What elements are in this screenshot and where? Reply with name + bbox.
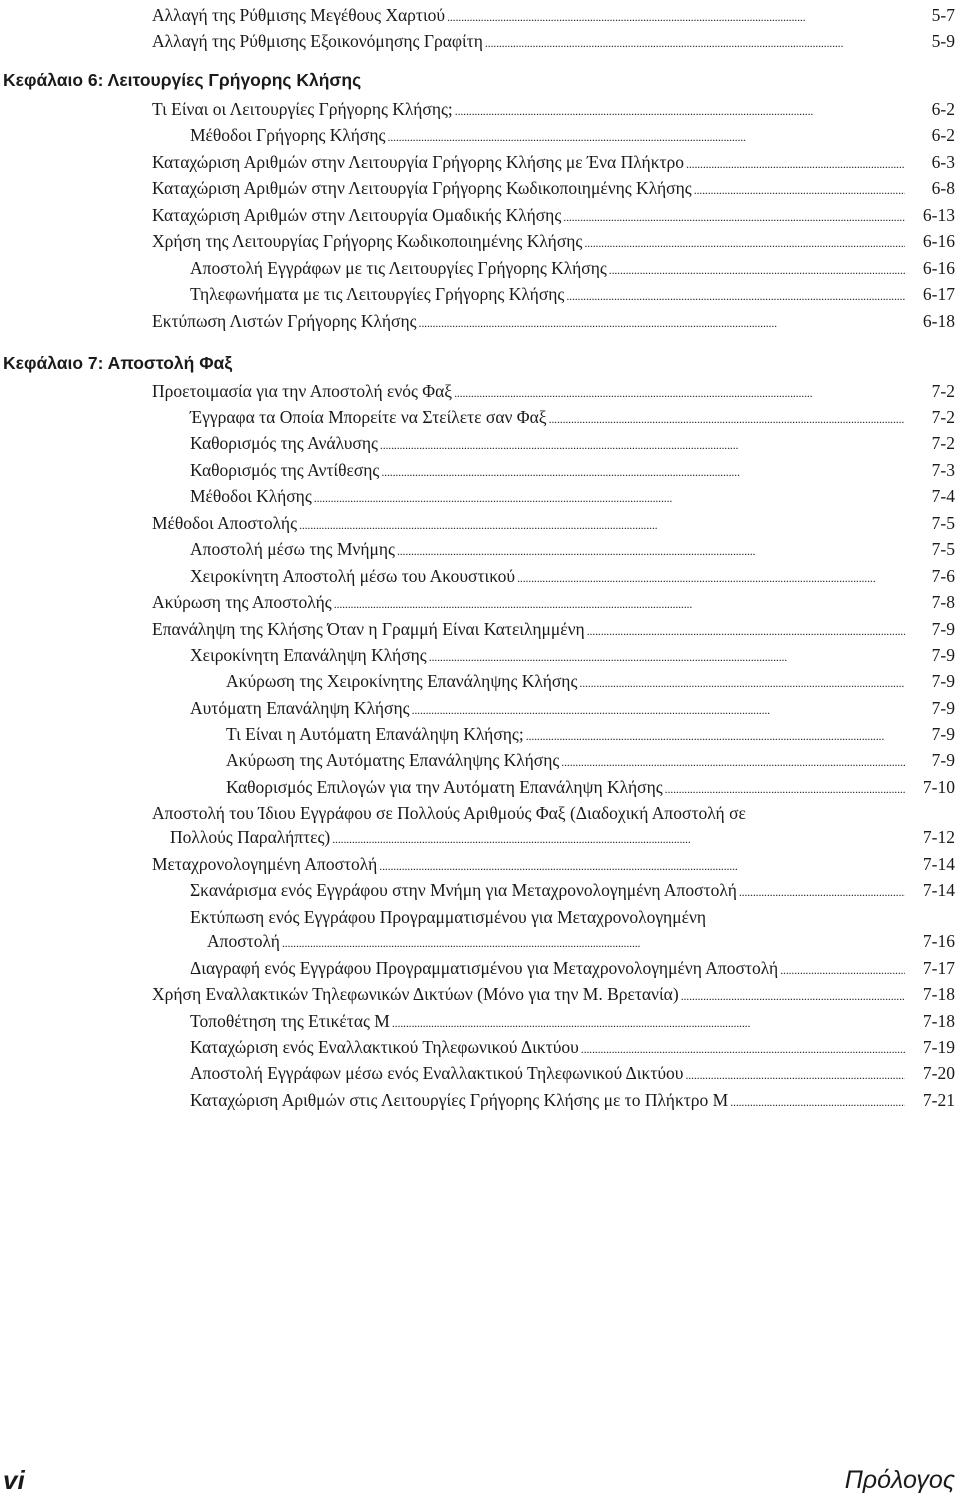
chapter-heading-7[interactable]: Κεφάλαιο 7: Αποστολή Φαξ	[3, 353, 233, 373]
toc-entry-page: 7-5	[931, 539, 955, 559]
toc-entry[interactable]	[190, 953, 955, 979]
toc-entry-page: 6-16	[922, 258, 955, 278]
toc-entry-title: Αποστολή μέσω της Μνήμης	[190, 539, 395, 559]
toc-entry-page: 7-2	[931, 381, 955, 401]
toc-entry-page: 6-2	[931, 125, 955, 145]
toc-leader-dots	[378, 436, 905, 454]
toc-entry[interactable]	[152, 0, 955, 26]
toc-entry-page: 7-9	[931, 671, 955, 691]
toc-leader-dots	[390, 1014, 905, 1032]
toc-entry-title: Καταχώριση Αριθμών στην Λειτουργία Ομαδικής Κλήσης	[152, 205, 562, 225]
toc-leader-dots	[452, 384, 905, 402]
toc-leader-dots	[607, 261, 905, 279]
toc-entry-page: 7-6	[931, 566, 955, 586]
toc-leader-dots	[427, 648, 905, 666]
toc-leader-dots	[582, 234, 905, 252]
toc-leader-dots	[561, 208, 905, 226]
toc-leader-dots	[684, 155, 905, 173]
toc-entry-page: 6-18	[922, 311, 955, 331]
toc-entry[interactable]	[190, 1085, 955, 1111]
toc-entry[interactable]	[170, 822, 955, 848]
toc-entry-page: 6-17	[922, 284, 955, 304]
toc-entry[interactable]	[226, 745, 955, 771]
toc-leader-dots	[737, 883, 905, 901]
toc-entry[interactable]	[190, 693, 955, 719]
toc-leader-dots	[663, 780, 905, 798]
toc-entry-page: 6-13	[922, 205, 955, 225]
toc-entry[interactable]	[190, 279, 955, 305]
toc-leader-dots	[280, 934, 905, 952]
toc-entry-title: Έγγραφα τα Οποία Μπορείτε να Στείλετε σαν Φαξ	[190, 407, 547, 427]
toc-entry[interactable]	[190, 1032, 955, 1058]
toc-entry-wrap[interactable]	[190, 902, 955, 928]
toc-entry-title: Διαγραφή ενός Εγγράφου Προγραμματισμένου για Μεταχρονολογημένη Αποστολή	[190, 958, 779, 978]
toc-entry-page: 7-2	[931, 407, 955, 427]
toc-leader-dots	[683, 1066, 905, 1084]
toc-entry-page: 7-18	[922, 984, 955, 1004]
toc-entry[interactable]	[152, 226, 955, 252]
toc-leader-dots	[585, 622, 905, 640]
toc-entry-title: Επανάληψη της Κλήσης Όταν η Γραμμή Είναι Κατειλημμένη	[152, 619, 585, 639]
toc-entry[interactable]	[152, 376, 955, 402]
toc-entry-page: 7-2	[931, 433, 955, 453]
toc-entry-title: Χρήση της Λειτουργίας Γρήγορης Κωδικοποιημένης Κλήσης	[152, 231, 583, 251]
toc-entry-page: 7-5	[931, 513, 955, 533]
toc-leader-dots	[559, 753, 905, 771]
toc-entry-title: Αποστολή Εγγράφων μέσω ενός Εναλλακτικού Τηλεφωνικού Δικτύου	[190, 1063, 684, 1083]
toc-entry-title: Ακύρωση της Αποστολής	[152, 592, 332, 612]
toc-entry-title: Σκανάρισμα ενός Εγγράφου στην Μνήμη για Μεταχρονολογημένη Αποστολή	[190, 880, 737, 900]
toc-entry-page: 7-10	[922, 777, 955, 797]
toc-entry-page: 6-16	[922, 231, 955, 251]
toc-leader-dots	[679, 987, 905, 1005]
toc-entry[interactable]	[152, 26, 955, 52]
toc-entry[interactable]	[190, 561, 955, 587]
toc-entry-page: 7-4	[931, 486, 955, 506]
toc-entry-title: Καταχώριση Αριθμών στην Λειτουργία Γρήγορης Κλήσης με Ένα Πλήκτρο	[152, 152, 685, 172]
toc-leader-dots	[453, 102, 905, 120]
toc-leader-dots	[547, 410, 905, 428]
toc-entry-title: Ακύρωση της Αυτόματης Επανάληψης Κλήσης	[226, 750, 560, 770]
toc-entry-title: Αλλαγή της Ρύθμισης Εξοικονόμησης Γραφίτη	[152, 31, 483, 51]
toc-leader-dots	[524, 727, 905, 745]
toc-entry-title: Χρήση Εναλλακτικών Τηλεφωνικών Δικτύων (Μόνο για την Μ. Βρετανία)	[152, 984, 679, 1004]
toc-entry-page: 7-16	[922, 931, 955, 951]
toc-entry-title: Πολλούς Παραλήπτες)	[170, 827, 331, 847]
toc-entry-page: 7-9	[931, 619, 955, 639]
toc-leader-dots	[330, 830, 905, 848]
toc-entry-title: Μέθοδοι Γρήγορης Κλήσης	[190, 125, 386, 145]
toc-entry[interactable]	[207, 926, 955, 952]
toc-entry-page: 7-18	[922, 1011, 955, 1031]
toc-entry-page: 7-12	[922, 827, 955, 847]
toc-entry-title: Μέθοδοι Κλήσης	[190, 486, 312, 506]
toc-entry[interactable]	[152, 200, 955, 226]
section-title: Πρόλογος	[844, 1466, 955, 1494]
toc-entry-title: Τοποθέτηση της Ετικέτας Μ	[190, 1011, 390, 1031]
toc-entry-title: Καταχώριση Αριθμών στην Λειτουργία Γρήγορης Κωδικοποιημένης Κλήσης	[152, 178, 692, 198]
toc-entry[interactable]	[190, 455, 955, 481]
toc-entry-page: 7-9	[931, 724, 955, 744]
toc-entry-page: 7-20	[922, 1063, 955, 1083]
toc-entry[interactable]	[190, 428, 955, 454]
toc-entry[interactable]	[190, 253, 955, 279]
toc-entry[interactable]	[152, 849, 955, 875]
toc-entry[interactable]	[152, 147, 955, 173]
toc-entry-wrap[interactable]	[152, 798, 955, 824]
toc-entry[interactable]	[226, 719, 955, 745]
toc-entry-title: Αποστολή	[207, 931, 280, 951]
toc-leader-dots	[385, 128, 905, 146]
toc-entry-title: Μέθοδοι Αποστολής	[152, 513, 298, 533]
toc-entry-page: 7-3	[931, 460, 955, 480]
toc-entry-title: Χειροκίνητη Επανάληψη Κλήσης	[190, 645, 427, 665]
toc-entry-page: 5-9	[931, 31, 955, 51]
toc-leader-dots	[577, 674, 905, 692]
toc-entry-page: 6-3	[931, 152, 955, 172]
toc-entry[interactable]	[152, 173, 955, 199]
toc-leader-dots	[483, 34, 905, 52]
toc-leader-dots	[332, 595, 905, 613]
toc-entry[interactable]	[190, 402, 955, 428]
toc-entry[interactable]	[190, 1006, 955, 1032]
toc-leader-dots	[728, 1093, 905, 1111]
chapter-heading-6[interactable]: Κεφάλαιο 6: Λειτουργίες Γρήγορης Κλήσης	[3, 70, 362, 90]
toc-entry-page: 7-17	[922, 958, 955, 978]
toc-entry-title: Αποστολή Εγγράφων με τις Λειτουργίες Γρήγορης Κλήσης	[190, 258, 607, 278]
page-number: vi	[3, 1465, 25, 1495]
toc-leader-dots	[395, 542, 905, 560]
toc-entry-title: Αλλαγή της Ρύθμισης Μεγέθους Χαρτιού	[152, 5, 446, 25]
toc-entry-title: Καθορισμός Επιλογών για την Αυτόματη Επανάληψη Κλήσης	[226, 777, 663, 797]
toc-entry[interactable]	[152, 94, 955, 120]
toc-entry-title: Χειροκίνητη Αποστολή μέσω του Ακουστικού	[190, 566, 516, 586]
toc-leader-dots	[297, 516, 905, 534]
toc-entry-page: 7-21	[922, 1090, 955, 1110]
toc-entry-title: Καταχώριση Αριθμών στις Λειτουργίες Γρήγορης Κλήσης με το Πλήκτρο Μ	[190, 1090, 729, 1110]
toc-leader-dots	[312, 489, 905, 507]
toc-entry[interactable]	[190, 1058, 955, 1084]
toc-entry-page: 5-7	[931, 5, 955, 25]
toc-entry-title: Τηλεφωνήματα με τις Λειτουργίες Γρήγορης Κλήσης	[190, 284, 565, 304]
toc-entry-title: Καταχώριση ενός Εναλλακτικού Τηλεφωνικού Δικτύου	[190, 1037, 579, 1057]
toc-leader-dots	[564, 287, 905, 305]
toc-entry[interactable]	[152, 979, 955, 1005]
toc-entry[interactable]	[152, 587, 955, 613]
toc-entry[interactable]	[190, 534, 955, 560]
toc-entry-page: 6-2	[931, 99, 955, 119]
toc-leader-dots	[778, 961, 905, 979]
toc-entry[interactable]	[226, 666, 955, 692]
toc-entry[interactable]	[190, 640, 955, 666]
toc-leader-dots	[417, 314, 905, 332]
toc-entry[interactable]	[152, 614, 955, 640]
toc-leader-dots	[445, 8, 905, 26]
toc-entry-page: 7-14	[922, 854, 955, 874]
toc-entry-title: Καθορισμός της Αντίθεσης	[190, 460, 380, 480]
toc-entry-title: Καθορισμός της Ανάλυσης	[190, 433, 378, 453]
toc-entry-page: 7-9	[931, 750, 955, 770]
toc-entry-title: Εκτύπωση ενός Εγγράφου Προγραμματισμένου για Μεταχρονολογημένη	[190, 907, 707, 927]
toc-entry[interactable]	[190, 481, 955, 507]
toc-entry-title: Τι Είναι οι Λειτουργίες Γρήγορης Κλήσης;	[152, 99, 453, 119]
toc-leader-dots	[515, 569, 905, 587]
toc-entry-title: Προετοιμασία για την Αποστολή ενός Φαξ	[152, 381, 453, 401]
toc-entry[interactable]	[190, 875, 955, 901]
toc-entry[interactable]	[226, 772, 955, 798]
toc-entry-title: Εκτύπωση Λιστών Γρήγορης Κλήσης	[152, 311, 417, 331]
toc-entry-title: Μεταχρονολογημένη Αποστολή	[152, 854, 378, 874]
toc-entry-page: 7-9	[931, 698, 955, 718]
toc-entry-page: 6-8	[931, 178, 955, 198]
toc-entry[interactable]	[190, 120, 955, 146]
toc-entry-title: Αποστολή του Ίδιου Εγγράφου σε Πολλούς Αριθμούς Φαξ (Διαδοχική Αποστολή σε	[152, 803, 746, 823]
toc-leader-dots	[579, 1040, 905, 1058]
toc-entry[interactable]	[152, 306, 955, 332]
toc-leader-dots	[692, 181, 905, 199]
toc-leader-dots	[377, 857, 905, 875]
toc-entry-page: 7-9	[931, 645, 955, 665]
toc-entry-title: Τι Είναι η Αυτόματη Επανάληψη Κλήσης;	[226, 724, 524, 744]
toc-entry-page: 7-14	[922, 880, 955, 900]
toc-leader-dots	[379, 463, 905, 481]
toc-entry-page: 7-8	[931, 592, 955, 612]
toc-entry-title: Ακύρωση της Χειροκίνητης Επανάληψης Κλήσης	[226, 671, 578, 691]
toc-entry-title: Αυτόματη Επανάληψη Κλήσης	[190, 698, 410, 718]
toc-leader-dots	[410, 701, 905, 719]
toc-entry[interactable]	[152, 508, 955, 534]
toc-entry-page: 7-19	[922, 1037, 955, 1057]
